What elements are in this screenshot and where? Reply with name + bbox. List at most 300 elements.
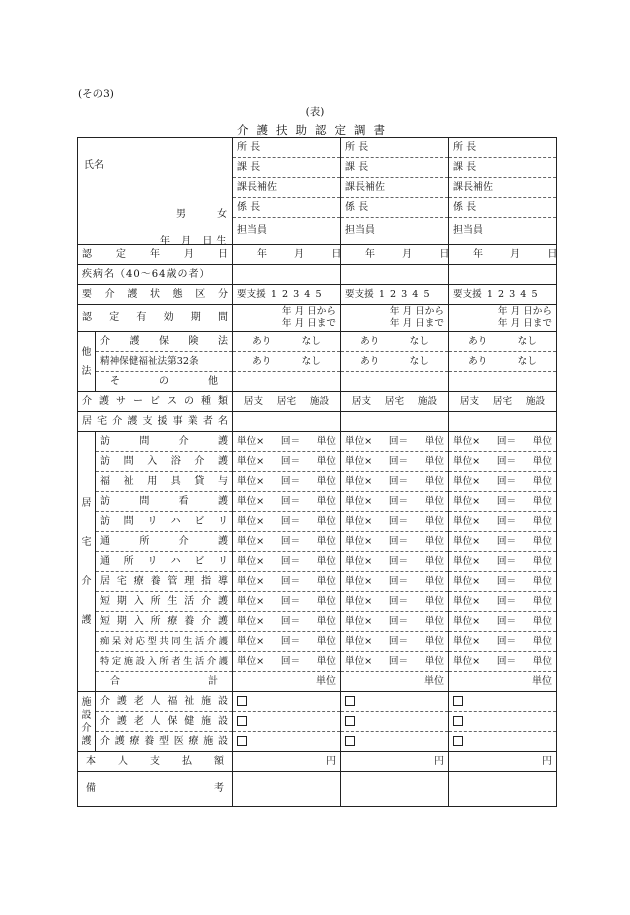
payment-cell[interactable]: 円 [449, 752, 557, 772]
home-care-item: 通所リハビリ [96, 552, 233, 572]
facility-cell[interactable] [449, 732, 557, 752]
unit-text: 単位× [237, 455, 265, 467]
official-cell: 課長補佐 [341, 178, 449, 198]
home-care-cell[interactable] [341, 452, 449, 472]
other-law-cell[interactable] [449, 332, 557, 352]
times-text: 回＝ [388, 595, 409, 607]
other-law-row [78, 332, 557, 352]
facility-cell[interactable] [341, 692, 449, 712]
home-care-cell[interactable] [233, 632, 341, 652]
home-care-cell[interactable] [233, 652, 341, 672]
facility-row [78, 732, 557, 752]
service-option[interactable]: 施設 [525, 395, 546, 407]
home-care-cell[interactable] [233, 492, 341, 512]
unit-text: 単位 [532, 535, 552, 547]
times-text: 回＝ [388, 515, 409, 527]
unit-text: 単位× [237, 615, 265, 627]
home-care-cell[interactable] [233, 612, 341, 632]
service-option[interactable]: 居支 [243, 395, 264, 407]
home-care-cell[interactable] [449, 552, 557, 572]
date-cell[interactable] [449, 245, 570, 265]
name-label: 氏名 [84, 160, 104, 171]
facility-row [78, 692, 557, 712]
unit-text: 単位× [237, 435, 265, 447]
payment-cell[interactable]: 円 [233, 752, 341, 772]
no-option[interactable]: なし [301, 355, 321, 367]
official-row [78, 138, 557, 158]
unit-text: 単位× [453, 655, 481, 667]
unit-text: 単位 [532, 555, 552, 567]
times-text: 回＝ [496, 615, 517, 627]
no-option[interactable]: なし [517, 335, 537, 347]
other-law-cell[interactable] [449, 372, 557, 392]
date-value: 年 月 日 [257, 248, 354, 260]
home-care-cell[interactable] [233, 512, 341, 532]
checkbox[interactable] [453, 736, 463, 746]
facility-item: 介護療養型医療施設 [96, 732, 233, 752]
home-care-row [78, 432, 557, 452]
times-text: 回＝ [388, 455, 409, 467]
yes-option[interactable]: あり [252, 355, 272, 367]
home-care-item: 訪問看護 [96, 492, 233, 512]
times-text: 回＝ [280, 635, 301, 647]
home-care-cell[interactable] [233, 572, 341, 592]
valid-from: 年 月 日から [281, 306, 336, 317]
unit-text: 単位 [532, 615, 552, 627]
unit-text: 単位× [453, 635, 481, 647]
times-text: 回＝ [280, 655, 301, 667]
unit-text: 単位× [453, 475, 481, 487]
home-care-row [78, 612, 557, 632]
home-care-row [78, 472, 557, 492]
facility-cell[interactable] [233, 692, 341, 712]
unit-text: 単位 [532, 575, 552, 587]
home-care-total-cell[interactable]: 単位 [341, 672, 449, 692]
remarks-cell[interactable] [341, 772, 449, 807]
checkbox[interactable] [237, 736, 247, 746]
unit-text: 単位 [424, 495, 444, 507]
checkbox[interactable] [345, 716, 355, 726]
official-cell: 係 長 [233, 198, 341, 218]
other-law-cell[interactable] [233, 332, 341, 352]
certification-date-row [78, 245, 557, 265]
service-option[interactable]: 居支 [459, 395, 480, 407]
service-option[interactable]: 居宅 [384, 395, 405, 407]
times-text: 回＝ [496, 455, 517, 467]
official-cell: 課長補佐 [449, 178, 557, 198]
home-care-cell[interactable] [449, 612, 557, 632]
yes-option[interactable]: あり [468, 355, 488, 367]
home-care-cell[interactable] [233, 472, 341, 492]
unit-text: 単位× [237, 535, 265, 547]
provider-row [78, 412, 557, 432]
other-law-group-label: 他 法 [78, 332, 96, 392]
unit-text: 単位× [453, 495, 481, 507]
times-text: 回＝ [496, 635, 517, 647]
unit-text: 単位 [424, 435, 444, 447]
unit-text: 単位 [424, 515, 444, 527]
home-care-row [78, 552, 557, 572]
unit-text: 単位× [453, 515, 481, 527]
home-care-row [78, 652, 557, 672]
unit-text: 単位× [345, 455, 373, 467]
unit-text: 単位× [345, 495, 373, 507]
other-law-row [78, 372, 557, 392]
birth-label: 年 月 日生 [160, 236, 231, 247]
unit-text: 単位 [532, 515, 552, 527]
unit-text: 単位× [453, 455, 481, 467]
times-text: 回＝ [388, 635, 409, 647]
official-cell: 担当員 [341, 218, 449, 245]
payment-cell[interactable]: 円 [341, 752, 449, 772]
home-care-cell[interactable] [233, 532, 341, 552]
unit-text: 単位× [345, 515, 373, 527]
home-care-item: 福祉用具貸与 [96, 472, 233, 492]
provider-cell[interactable] [233, 412, 341, 432]
home-care-cell[interactable] [341, 512, 449, 532]
home-care-cell[interactable] [341, 472, 449, 492]
no-option[interactable]: なし [409, 355, 429, 367]
service-option[interactable]: 居宅 [492, 395, 513, 407]
official-cell: 係 長 [341, 198, 449, 218]
times-text: 回＝ [496, 555, 517, 567]
unit-text: 単位 [532, 455, 552, 467]
home-care-item: 訪問介護 [96, 432, 233, 452]
unit-text: 単位× [345, 575, 373, 587]
times-text: 回＝ [496, 515, 517, 527]
times-text: 回＝ [280, 455, 301, 467]
service-option[interactable]: 施設 [417, 395, 438, 407]
facility-row [78, 712, 557, 732]
facility-cell[interactable] [449, 712, 557, 732]
home-care-cell[interactable] [341, 612, 449, 632]
home-care-total-cell[interactable]: 単位 [233, 672, 341, 692]
home-care-total-cell[interactable]: 単位 [449, 672, 557, 692]
times-text: 回＝ [280, 535, 301, 547]
facility-cell[interactable] [233, 732, 341, 752]
home-care-row [78, 512, 557, 532]
service-type-label: 介護サービスの種類 [78, 392, 233, 412]
date-value: 年 月 日 [365, 248, 462, 260]
home-care-cell[interactable] [233, 552, 341, 572]
home-care-item: 居宅療養管理指導 [96, 572, 233, 592]
home-care-item: 短期入所療養介護 [96, 612, 233, 632]
date-cell[interactable] [233, 245, 354, 265]
home-care-row [78, 452, 557, 472]
times-text: 回＝ [496, 655, 517, 667]
official-cell: 課長補佐 [233, 178, 341, 198]
official-cell: 係 長 [449, 198, 557, 218]
unit-text: 単位× [237, 515, 265, 527]
unit-text: 単位 [316, 535, 336, 547]
other-law-cell[interactable] [449, 352, 557, 372]
unit-text: 単位 [424, 455, 444, 467]
unit-text: 単位 [532, 595, 552, 607]
service-option[interactable]: 居支 [351, 395, 372, 407]
other-law-cell[interactable] [233, 352, 341, 372]
home-care-row [78, 632, 557, 652]
facility-item: 介護老人福祉施設 [96, 692, 233, 712]
name-cell[interactable] [78, 138, 242, 247]
certification-date-label: 認定年月日 [78, 245, 233, 265]
checkbox[interactable] [453, 696, 463, 706]
times-text: 回＝ [496, 535, 517, 547]
service-option[interactable]: 施設 [309, 395, 330, 407]
home-care-total-label: 合計 [96, 672, 233, 692]
care-level-cell[interactable]: 要支援 1 2 3 4 5 [233, 285, 341, 305]
unit-text: 単位 [532, 655, 552, 667]
home-care-cell[interactable] [341, 572, 449, 592]
validity-cell[interactable] [233, 305, 341, 332]
home-care-cell[interactable] [341, 532, 449, 552]
provider-cell[interactable] [341, 412, 449, 432]
unit-text: 単位 [316, 515, 336, 527]
care-assessment-table [77, 137, 570, 807]
disease-cell[interactable] [449, 265, 557, 285]
service-type-cell[interactable] [449, 392, 557, 412]
facility-cell[interactable] [341, 712, 449, 732]
facility-item: 介護老人保健施設 [96, 712, 233, 732]
home-care-cell[interactable] [233, 452, 341, 472]
valid-to: 年 月 日まで [497, 318, 552, 329]
remarks-cell[interactable] [449, 772, 557, 807]
document-title: 介護扶助認定調書 [237, 123, 393, 137]
unit-text: 単位× [345, 595, 373, 607]
no-option[interactable]: なし [409, 335, 429, 347]
unit-text: 単位× [237, 495, 265, 507]
other-law-cell[interactable] [233, 372, 341, 392]
unit-text: 単位 [316, 555, 336, 567]
provider-label: 居宅介護支援事業者名 [78, 412, 233, 432]
unit-text: 単位 [424, 615, 444, 627]
unit-text: 単位× [345, 535, 373, 547]
care-level-label: 要介護状態区分 [78, 285, 233, 305]
validity-label: 認定有効期間 [78, 305, 233, 332]
other-law-item: その他 [96, 372, 233, 392]
unit-text: 単位 [424, 655, 444, 667]
home-care-group-label: 居 宅 介 護 [78, 432, 96, 692]
official-cell: 担当員 [233, 218, 341, 245]
unit-text: 単位× [345, 555, 373, 567]
other-law-cell[interactable] [341, 372, 449, 392]
valid-to: 年 月 日まで [281, 318, 336, 329]
remarks-cell[interactable] [233, 772, 341, 807]
unit-text: 単位× [453, 555, 481, 567]
document-subtitle: (表) [305, 106, 325, 118]
provider-cell[interactable] [449, 412, 557, 432]
times-text: 回＝ [280, 475, 301, 487]
remarks-row [78, 772, 557, 807]
disease-cell[interactable] [233, 265, 341, 285]
unit-text: 単位 [316, 635, 336, 647]
checkbox[interactable] [453, 716, 463, 726]
unit-text: 単位 [424, 475, 444, 487]
checkbox[interactable] [237, 696, 247, 706]
other-law-item: 精神保健福祉法第32条 [96, 352, 233, 372]
validity-cell[interactable] [449, 305, 557, 332]
home-care-item: 訪問入浴介護 [96, 452, 233, 472]
home-care-cell[interactable] [341, 432, 449, 452]
unit-text: 単位× [453, 615, 481, 627]
unit-text: 単位× [345, 635, 373, 647]
unit-text: 単位 [532, 495, 552, 507]
home-care-cell[interactable] [341, 592, 449, 612]
unit-text: 単位 [316, 475, 336, 487]
times-text: 回＝ [496, 475, 517, 487]
facility-cell[interactable] [341, 732, 449, 752]
valid-to: 年 月 日まで [389, 318, 444, 329]
care-level-cell[interactable]: 要支援 1 2 3 4 5 [341, 285, 449, 305]
home-care-cell[interactable] [341, 492, 449, 512]
home-care-row [78, 492, 557, 512]
unit-text: 単位× [453, 595, 481, 607]
yes-option[interactable]: あり [360, 355, 380, 367]
care-level-row [78, 285, 557, 305]
unit-text: 単位× [237, 655, 265, 667]
home-care-item: 特定施設入所者生活介護 [96, 652, 233, 672]
times-text: 回＝ [388, 535, 409, 547]
times-text: 回＝ [280, 435, 301, 447]
times-text: 回＝ [280, 555, 301, 567]
times-text: 回＝ [496, 575, 517, 587]
checkbox[interactable] [345, 736, 355, 746]
times-text: 回＝ [280, 595, 301, 607]
home-care-item: 訪問リハビリ [96, 512, 233, 532]
home-care-cell[interactable] [449, 452, 557, 472]
disease-cell[interactable] [341, 265, 449, 285]
payment-label: 本人支払額 [78, 752, 233, 772]
other-law-cell[interactable] [341, 332, 449, 352]
service-option[interactable]: 居宅 [276, 395, 297, 407]
yes-option[interactable]: あり [468, 335, 488, 347]
unit-text: 単位 [316, 495, 336, 507]
unit-text: 単位 [316, 455, 336, 467]
checkbox[interactable] [237, 716, 247, 726]
home-care-cell[interactable] [341, 552, 449, 572]
unit-text: 単位× [453, 575, 481, 587]
unit-text: 単位 [424, 635, 444, 647]
home-care-total-row [78, 672, 557, 692]
facility-cell[interactable] [233, 712, 341, 732]
times-text: 回＝ [388, 435, 409, 447]
home-care-item: 痴呆対応型共同生活介護 [96, 632, 233, 652]
times-text: 回＝ [496, 435, 517, 447]
official-cell: 課 長 [341, 158, 449, 178]
home-care-cell[interactable] [341, 652, 449, 672]
official-cell: 所 長 [233, 138, 341, 158]
unit-text: 単位× [237, 555, 265, 567]
other-law-row [78, 352, 557, 372]
unit-text: 単位 [532, 475, 552, 487]
validity-row [78, 305, 557, 332]
unit-text: 単位 [532, 635, 552, 647]
remarks-label: 備考 [78, 772, 233, 807]
home-care-cell[interactable] [449, 592, 557, 612]
home-care-cell[interactable] [449, 632, 557, 652]
official-cell: 課 長 [449, 158, 557, 178]
times-text: 回＝ [280, 615, 301, 627]
date-cell[interactable] [341, 245, 462, 265]
unit-text: 単位× [237, 635, 265, 647]
home-care-item: 短期入所生活介護 [96, 592, 233, 612]
sex-label: 男 女 [176, 209, 242, 220]
times-text: 回＝ [388, 575, 409, 587]
service-type-cell[interactable] [341, 392, 449, 412]
date-value: 年 月 日 [473, 248, 570, 260]
official-cell: 担当員 [449, 218, 557, 245]
payment-row [78, 752, 557, 772]
times-text: 回＝ [280, 575, 301, 587]
yes-option[interactable]: あり [252, 335, 272, 347]
no-option[interactable]: なし [301, 335, 321, 347]
times-text: 回＝ [496, 495, 517, 507]
document-note: (その3) [78, 88, 114, 100]
no-option[interactable]: なし [517, 355, 537, 367]
times-text: 回＝ [388, 495, 409, 507]
times-text: 回＝ [280, 515, 301, 527]
unit-text: 単位× [237, 475, 265, 487]
facility-cell[interactable] [449, 692, 557, 712]
unit-text: 単位 [424, 535, 444, 547]
checkbox[interactable] [345, 696, 355, 706]
unit-text: 単位 [316, 595, 336, 607]
home-care-cell[interactable] [449, 512, 557, 532]
service-type-row [78, 392, 557, 412]
times-text: 回＝ [388, 615, 409, 627]
unit-text: 単位 [424, 575, 444, 587]
unit-text: 単位× [453, 435, 481, 447]
disease-row [78, 265, 557, 285]
home-care-item: 通所介護 [96, 532, 233, 552]
home-care-row [78, 532, 557, 552]
home-care-cell[interactable] [341, 632, 449, 652]
home-care-cell[interactable] [449, 572, 557, 592]
other-law-cell[interactable] [341, 352, 449, 372]
home-care-cell[interactable] [449, 652, 557, 672]
times-text: 回＝ [496, 595, 517, 607]
unit-text: 単位× [453, 535, 481, 547]
disease-label: 疾病名（40～64歳の者） [78, 265, 233, 285]
unit-text: 単位 [316, 435, 336, 447]
home-care-cell[interactable] [233, 432, 341, 452]
unit-text: 単位× [237, 575, 265, 587]
official-cell: 所 長 [341, 138, 449, 158]
times-text: 回＝ [388, 655, 409, 667]
home-care-cell[interactable] [449, 432, 557, 452]
home-care-row [78, 592, 557, 612]
home-care-cell[interactable] [233, 592, 341, 612]
unit-text: 単位 [316, 655, 336, 667]
home-care-cell[interactable] [449, 472, 557, 492]
unit-text: 単位× [237, 595, 265, 607]
care-level-cell[interactable]: 要支援 1 2 3 4 5 [449, 285, 557, 305]
unit-text: 単位× [345, 655, 373, 667]
valid-from: 年 月 日から [497, 306, 552, 317]
official-cell: 課 長 [233, 158, 341, 178]
validity-cell[interactable] [341, 305, 449, 332]
valid-from: 年 月 日から [389, 306, 444, 317]
home-care-cell[interactable] [449, 492, 557, 512]
unit-text: 単位 [532, 435, 552, 447]
times-text: 回＝ [388, 475, 409, 487]
home-care-cell[interactable] [449, 532, 557, 552]
unit-text: 単位 [316, 615, 336, 627]
unit-text: 単位× [345, 615, 373, 627]
service-type-cell[interactable] [233, 392, 341, 412]
yes-option[interactable]: あり [360, 335, 380, 347]
unit-text: 単位× [345, 475, 373, 487]
facility-group-label: 施 設 介 護 [78, 692, 96, 752]
